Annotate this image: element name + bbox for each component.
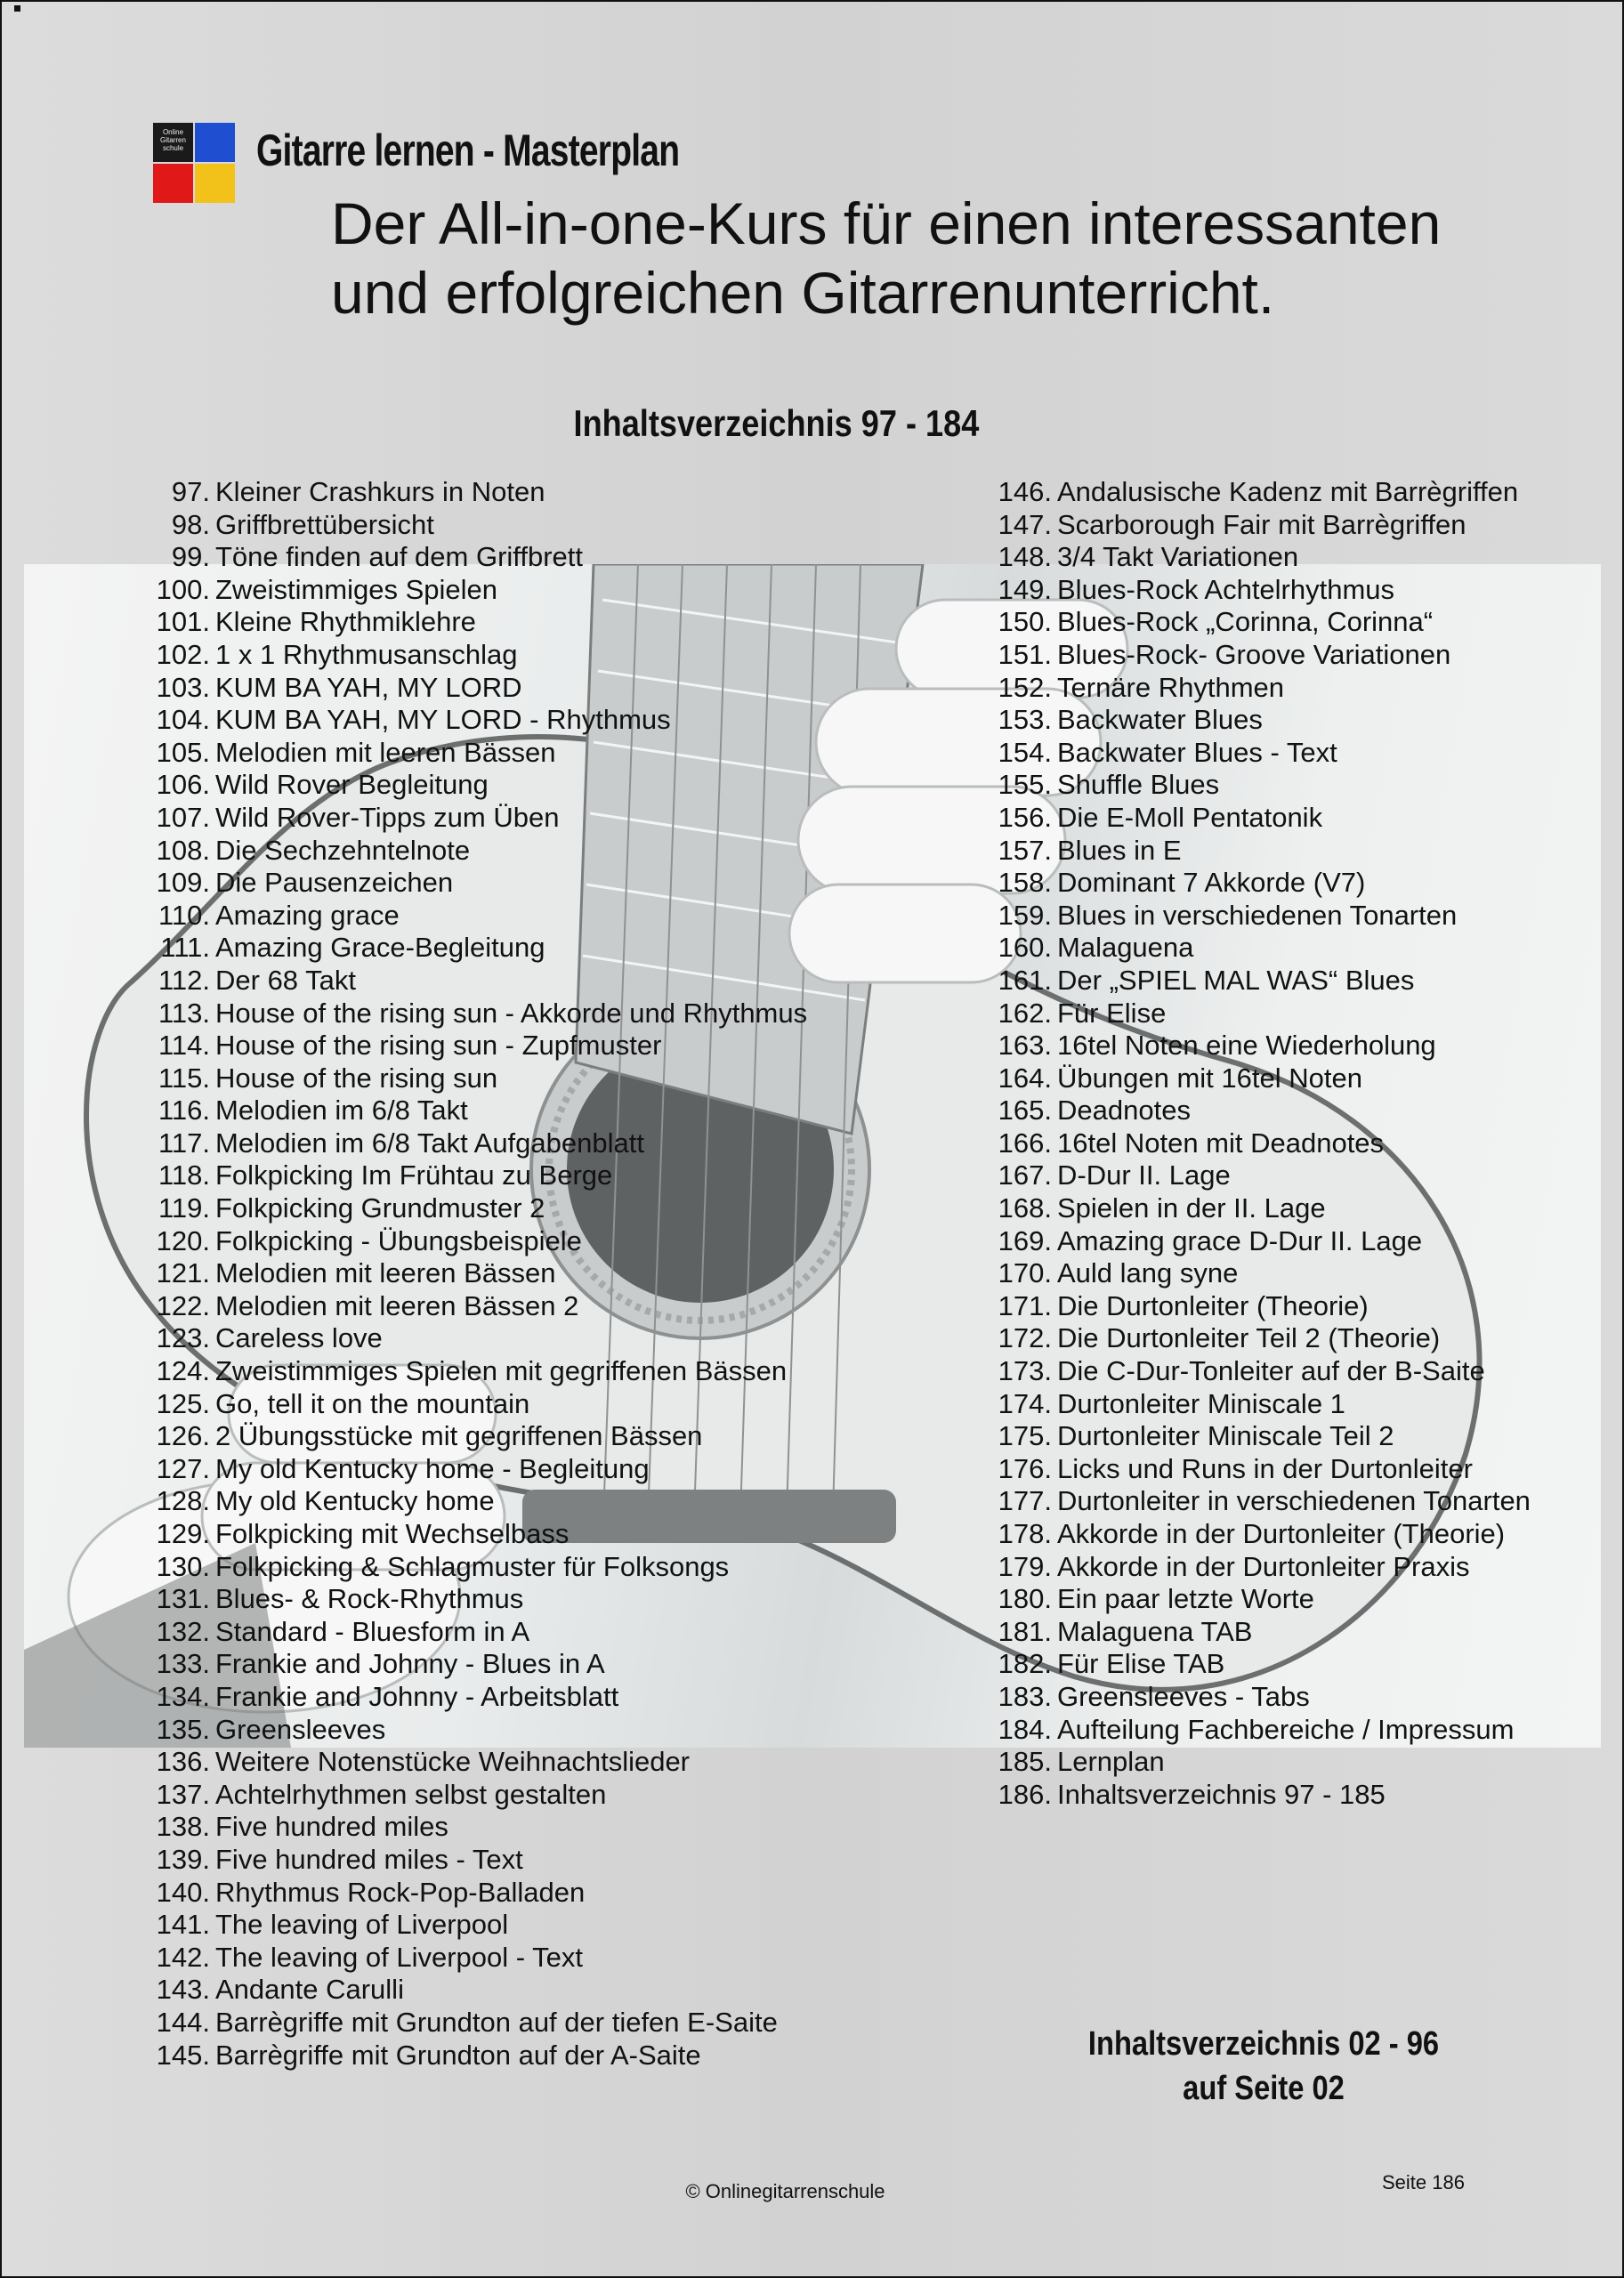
toc-item xyxy=(148,1551,807,1584)
toc-item-title: Scarborough Fair mit Barrègriffen xyxy=(1057,508,1466,540)
copyright: © Onlinegitarrenschule xyxy=(685,2180,885,2202)
toc-item xyxy=(988,1714,1531,1747)
toc-item-title: Backwater Blues xyxy=(1057,704,1263,736)
toc-reference-line-2: auf Seite 02 xyxy=(1183,2070,1345,2107)
toc-item-number: 98. xyxy=(171,508,210,540)
toc-item xyxy=(148,1257,807,1290)
toc-reference xyxy=(1026,2022,1500,2111)
toc-item-title: Five hundred miles - Text xyxy=(215,1843,523,1875)
toc-item-title: Backwater Blues - Text xyxy=(1057,736,1337,768)
toc-item-number: 182. xyxy=(998,1648,1052,1680)
brand-title: Gitarre lernen - Masterplan xyxy=(256,125,680,175)
toc-item xyxy=(988,574,1531,607)
toc-item xyxy=(148,476,807,509)
toc-item xyxy=(148,574,807,607)
toc-item-number: 180. xyxy=(998,1583,1052,1615)
toc-item-title: KUM BA YAH, MY LORD - Rhythmus xyxy=(215,704,671,736)
toc-item xyxy=(148,998,807,1030)
toc-item-title: Amazing Grace-Begleitung xyxy=(215,932,545,964)
toc-item-title: Blues in E xyxy=(1057,834,1182,866)
toc-item-title: Kleine Rhythmiklehre xyxy=(215,606,476,638)
toc-item-number: 169. xyxy=(998,1224,1052,1256)
toc-item xyxy=(988,1030,1531,1062)
toc-item xyxy=(148,1388,807,1421)
toc-item xyxy=(988,1485,1531,1518)
toc-item-number: 140. xyxy=(156,1876,210,1908)
toc-item-number: 114. xyxy=(158,1030,210,1062)
toc-item xyxy=(988,672,1531,705)
toc-item-title: Die Durtonleiter Teil 2 (Theorie) xyxy=(1057,1322,1441,1354)
toc-item xyxy=(988,802,1531,835)
toc-item-title: House of the rising sun xyxy=(215,1062,498,1094)
toc-item-number: 156. xyxy=(998,801,1052,833)
toc-item-title: Achtelrhythmen selbst gestalten xyxy=(215,1778,607,1810)
toc-item-title: Blues-Rock- Groove Variationen xyxy=(1057,638,1451,670)
headline-line-1: Der All-in-one-Kurs für einen interessanten xyxy=(331,190,1442,256)
toc-item xyxy=(148,1942,807,1975)
toc-item-title: KUM BA YAH, MY LORD xyxy=(215,671,522,703)
toc-item-title: D-Dur II. Lage xyxy=(1057,1159,1231,1192)
toc-item-title: Die Pausenzeichen xyxy=(215,867,454,899)
toc-item-number: 167. xyxy=(998,1159,1052,1192)
toc-item-title: Folkpicking mit Wechselbass xyxy=(215,1518,570,1549)
toc-item-number: 172. xyxy=(998,1322,1052,1354)
logo-red-square xyxy=(153,164,193,203)
toc-item xyxy=(148,1485,807,1518)
toc-item-number: 166. xyxy=(998,1127,1052,1159)
toc-item-number: 110. xyxy=(158,899,210,931)
toc-item xyxy=(148,802,807,835)
toc-item xyxy=(988,1681,1531,1714)
toc-reference-line-1: Inhaltsverzeichnis 02 - 96 xyxy=(1087,2025,1440,2063)
toc-item xyxy=(988,1453,1531,1486)
toc-item-title: Frankie and Johnny - Blues in A xyxy=(215,1648,605,1680)
toc-item-title: Spielen in der II. Lage xyxy=(1057,1192,1326,1224)
toc-item-number: 183. xyxy=(998,1680,1052,1712)
toc-item-number: 107. xyxy=(156,801,210,833)
toc-item-title: Malaguena TAB xyxy=(1057,1615,1253,1647)
toc-item xyxy=(988,606,1531,639)
toc-item-number: 154. xyxy=(998,736,1052,768)
toc-item-number: 133. xyxy=(156,1648,210,1680)
toc-item xyxy=(148,1779,807,1812)
toc-item-title: Wild Rover-Tipps zum Üben xyxy=(215,801,560,833)
toc-item-title: Zweistimmiges Spielen xyxy=(215,573,497,605)
toc-item xyxy=(148,835,807,868)
toc-item xyxy=(148,1127,807,1160)
toc-item-number: 157. xyxy=(998,834,1052,866)
toc-item-title: Die E-Moll Pentatonik xyxy=(1057,801,1323,833)
toc-item-title: Melodien mit leeren Bässen 2 xyxy=(215,1289,579,1321)
toc-item xyxy=(988,1095,1531,1127)
toc-item xyxy=(988,1518,1531,1551)
toc-item-number: 174. xyxy=(998,1387,1052,1419)
toc-item xyxy=(988,769,1531,802)
toc-item-title: Blues-Rock „Corinna, Corinna“ xyxy=(1057,606,1434,638)
toc-item-title: Die Durtonleiter (Theorie) xyxy=(1057,1289,1369,1321)
toc-item-title: Auld lang syne xyxy=(1057,1257,1239,1289)
toc-item-title: The leaving of Liverpool - Text xyxy=(215,1941,583,1973)
toc-item-title: Die C-Dur-Tonleiter auf der B-Saite xyxy=(1057,1355,1485,1387)
toc-item xyxy=(148,1225,807,1258)
toc-item-number: 103. xyxy=(156,671,210,703)
toc-item-title: Ein paar letzte Worte xyxy=(1057,1583,1314,1615)
toc-item xyxy=(148,1811,807,1844)
toc-item-number: 106. xyxy=(156,769,210,801)
toc-item-number: 181. xyxy=(998,1615,1052,1647)
toc-item-number: 124. xyxy=(156,1355,210,1387)
toc-item xyxy=(988,1388,1531,1421)
toc-item-number: 123. xyxy=(156,1322,210,1354)
toc-item-number: 111. xyxy=(160,932,210,964)
toc-item xyxy=(148,965,807,998)
toc-item xyxy=(148,1974,807,2007)
toc-item-number: 162. xyxy=(998,997,1052,1029)
toc-item xyxy=(148,1062,807,1095)
toc-item-number: 142. xyxy=(156,1941,210,1973)
toc-item xyxy=(988,1159,1531,1192)
toc-item-title: Lernplan xyxy=(1057,1746,1165,1778)
toc-item-title: Akkorde in der Durtonleiter Praxis xyxy=(1057,1550,1470,1582)
toc-item-title: Greensleeves - Tabs xyxy=(1057,1680,1310,1712)
toc-item-number: 127. xyxy=(156,1452,210,1484)
toc-item xyxy=(988,1355,1531,1388)
toc-item xyxy=(148,1518,807,1551)
toc-item-title: Melodien mit leeren Bässen xyxy=(215,736,556,768)
toc-item xyxy=(148,1844,807,1877)
toc-item-title: Andalusische Kadenz mit Barrègriffen xyxy=(1057,476,1519,507)
toc-item-title: Übungen mit 16tel Noten xyxy=(1057,1062,1362,1094)
toc-item-number: 170. xyxy=(998,1257,1052,1289)
toc-item-number: 126. xyxy=(156,1420,210,1452)
toc-item xyxy=(988,1648,1531,1681)
toc-item-number: 147. xyxy=(998,508,1052,540)
toc-item-number: 144. xyxy=(156,2006,210,2038)
toc-item-number: 100. xyxy=(156,573,210,605)
toc-item-title: Durtonleiter Miniscale Teil 2 xyxy=(1057,1420,1394,1452)
toc-item-title: Blues-Rock Achtelrhythmus xyxy=(1057,573,1395,605)
toc-item xyxy=(988,1257,1531,1290)
toc-item-number: 145. xyxy=(156,2039,210,2071)
toc-item-number: 173. xyxy=(998,1355,1052,1387)
toc-item-number: 146. xyxy=(998,476,1052,507)
toc-item xyxy=(988,476,1531,509)
toc-item xyxy=(148,1355,807,1388)
toc-item-title: Aufteilung Fachbereiche / Impressum xyxy=(1057,1713,1515,1745)
toc-item xyxy=(148,1909,807,1942)
toc-item xyxy=(148,2007,807,2040)
toc-item xyxy=(148,1648,807,1681)
toc-title: Inhaltsverzeichnis 97 - 184 xyxy=(573,402,980,444)
toc-item-number: 139. xyxy=(156,1843,210,1875)
toc-item-number: 99. xyxy=(171,541,210,573)
toc-item-number: 138. xyxy=(156,1811,210,1843)
toc-item-title: My old Kentucky home xyxy=(215,1485,495,1517)
toc-item-number: 118. xyxy=(158,1159,210,1192)
toc-item xyxy=(148,704,807,737)
toc-item xyxy=(988,900,1531,933)
toc-item-title: Der 68 Takt xyxy=(215,964,356,996)
toc-item-title: Amazing grace D-Dur II. Lage xyxy=(1057,1224,1423,1256)
toc-item xyxy=(988,1779,1531,1812)
toc-item-title: Wild Rover Begleitung xyxy=(215,769,489,801)
toc-item-title: Ternäre Rhythmen xyxy=(1057,671,1285,703)
toc-item xyxy=(148,1420,807,1453)
toc-item-number: 150. xyxy=(998,606,1052,638)
toc-item-title: Für Elise xyxy=(1057,997,1167,1029)
toc-item-title: Weitere Notenstücke Weihnachtslieder xyxy=(215,1746,691,1778)
toc-item-number: 149. xyxy=(998,573,1052,605)
toc-item-title: Kleiner Crashkurs in Noten xyxy=(215,476,545,507)
toc-item xyxy=(988,541,1531,574)
toc-item xyxy=(148,1616,807,1649)
toc-item xyxy=(988,835,1531,868)
toc-item-number: 176. xyxy=(998,1452,1052,1484)
toc-item-title: Griffbrettübersicht xyxy=(215,508,434,540)
toc-item-title: Five hundred miles xyxy=(215,1811,448,1843)
toc-item-number: 128. xyxy=(156,1485,210,1517)
toc-item xyxy=(148,1453,807,1486)
toc-item-number: 102. xyxy=(156,638,210,670)
headline xyxy=(331,189,1441,327)
toc-item xyxy=(148,1095,807,1127)
toc-item-title: Töne finden auf dem Griffbrett xyxy=(215,541,583,573)
school-logo xyxy=(153,123,237,205)
toc-item-number: 130. xyxy=(156,1550,210,1582)
toc-item-number: 148. xyxy=(998,541,1052,573)
toc-item xyxy=(988,509,1531,542)
toc-item-number: 122. xyxy=(156,1289,210,1321)
toc-item-number: 135. xyxy=(156,1713,210,1745)
toc-item-number: 134. xyxy=(156,1680,210,1712)
toc-item-title: Durtonleiter Miniscale 1 xyxy=(1057,1387,1345,1419)
toc-item-number: 117. xyxy=(158,1127,210,1159)
toc-item-title: Shuffle Blues xyxy=(1057,769,1220,801)
toc-item-title: House of the rising sun - Akkorde und Rhythmus xyxy=(215,997,808,1029)
toc-item-number: 119. xyxy=(158,1192,210,1224)
toc-item-title: Der „SPIEL MAL WAS“ Blues xyxy=(1057,964,1415,996)
toc-item-title: Dominant 7 Akkorde (V7) xyxy=(1057,867,1366,899)
toc-item-title: Folkpicking Im Frühtau zu Berge xyxy=(215,1159,613,1192)
toc-item-number: 158. xyxy=(998,867,1052,899)
toc-item-number: 129. xyxy=(156,1518,210,1549)
toc-item-title: House of the rising sun - Zupfmuster xyxy=(215,1030,662,1062)
toc-item-title: Zweistimmiges Spielen mit gegriffenen Bässen xyxy=(215,1355,788,1387)
toc-item xyxy=(148,1746,807,1779)
toc-item xyxy=(988,1062,1531,1095)
toc-item xyxy=(988,1746,1531,1779)
toc-item xyxy=(148,900,807,933)
toc-item xyxy=(148,932,807,965)
logo-text: Online Gitarren schule xyxy=(153,123,193,162)
toc-item-number: 141. xyxy=(156,1909,210,1941)
toc-item-number: 101. xyxy=(156,606,210,638)
toc-item-title: Malaguena xyxy=(1057,932,1194,964)
toc-item-number: 113. xyxy=(158,997,210,1029)
toc-item xyxy=(988,1225,1531,1258)
toc-item-title: Die Sechzehntelnote xyxy=(215,834,471,866)
headline-line-2: und erfolgreichen Gitarrenunterricht. xyxy=(331,260,1275,326)
toc-item-title: Amazing grace xyxy=(215,899,400,931)
toc-item xyxy=(148,1322,807,1355)
toc-item xyxy=(148,1714,807,1747)
toc-item-title: 3/4 Takt Variationen xyxy=(1057,541,1299,573)
toc-item xyxy=(988,1192,1531,1225)
toc-item-number: 186. xyxy=(998,1778,1052,1810)
toc-item-number: 104. xyxy=(156,704,210,736)
toc-item-number: 159. xyxy=(998,899,1052,931)
toc-item-title: My old Kentucky home - Begleitung xyxy=(215,1452,650,1484)
toc-item-number: 178. xyxy=(998,1518,1052,1549)
toc-item-number: 125. xyxy=(156,1387,210,1419)
logo-blue-square xyxy=(195,123,235,162)
toc-item-number: 131. xyxy=(156,1583,210,1615)
toc-item-number: 132. xyxy=(156,1615,210,1647)
toc-item-number: 164. xyxy=(998,1062,1052,1094)
toc-item-number: 136. xyxy=(156,1746,210,1778)
toc-item-title: Licks und Runs in der Durtonleiter xyxy=(1057,1452,1473,1484)
toc-item xyxy=(988,1551,1531,1584)
toc-item xyxy=(148,1192,807,1225)
toc-item-number: 163. xyxy=(998,1030,1052,1062)
toc-item-title: Folkpicking - Übungsbeispiele xyxy=(215,1224,582,1256)
toc-item-title: 2 Übungsstücke mit gegriffenen Bässen xyxy=(215,1420,703,1452)
toc-item-title: Melodien im 6/8 Takt xyxy=(215,1095,468,1127)
toc-item xyxy=(988,1322,1531,1355)
toc-right-column xyxy=(988,476,1531,1811)
toc-item-number: 177. xyxy=(998,1485,1052,1517)
toc-item xyxy=(148,1030,807,1062)
toc-item-title: Für Elise TAB xyxy=(1057,1648,1225,1680)
toc-item-title: Inhaltsverzeichnis 97 - 185 xyxy=(1057,1778,1386,1810)
toc-item xyxy=(148,672,807,705)
toc-item xyxy=(988,932,1531,965)
toc-item-title: Deadnotes xyxy=(1057,1095,1191,1127)
toc-item-number: 161. xyxy=(998,964,1052,996)
toc-item-title: 16tel Noten mit Deadnotes xyxy=(1057,1127,1385,1159)
toc-item-number: 97. xyxy=(171,476,210,507)
toc-item-number: 152. xyxy=(998,671,1052,703)
toc-item-title: Blues- & Rock-Rhythmus xyxy=(215,1583,524,1615)
toc-item-title: Akkorde in der Durtonleiter (Theorie) xyxy=(1057,1518,1506,1549)
toc-item-title: Melodien mit leeren Bässen xyxy=(215,1257,556,1289)
logo-yellow-square xyxy=(195,164,235,203)
toc-item xyxy=(988,998,1531,1030)
toc-item-title: Folkpicking Grundmuster 2 xyxy=(215,1192,545,1224)
toc-item-title: 16tel Noten eine Wiederholung xyxy=(1057,1030,1436,1062)
toc-item xyxy=(988,704,1531,737)
toc-item-number: 108. xyxy=(156,834,210,866)
toc-item-number: 120. xyxy=(156,1224,210,1256)
toc-item-number: 160. xyxy=(998,932,1052,964)
toc-item-number: 112. xyxy=(158,964,210,996)
toc-item-number: 155. xyxy=(998,769,1052,801)
toc-item-number: 168. xyxy=(998,1192,1052,1224)
page-number: Seite 186 xyxy=(1382,2171,1465,2193)
toc-item xyxy=(148,867,807,900)
toc-item-number: 143. xyxy=(156,1974,210,2006)
toc-item xyxy=(988,1127,1531,1160)
toc-item-title: The leaving of Liverpool xyxy=(215,1909,509,1941)
toc-item xyxy=(988,1616,1531,1649)
toc-item-title: Folkpicking & Schlagmuster für Folksongs xyxy=(215,1550,730,1582)
toc-item xyxy=(988,737,1531,770)
toc-item xyxy=(988,867,1531,900)
toc-item-title: Frankie and Johnny - Arbeitsblatt xyxy=(215,1680,619,1712)
toc-item xyxy=(148,2040,807,2072)
toc-item xyxy=(148,769,807,802)
toc-item-number: 184. xyxy=(998,1713,1052,1745)
toc-item xyxy=(988,1290,1531,1323)
toc-item xyxy=(988,1583,1531,1616)
toc-item xyxy=(148,1583,807,1616)
toc-item-title: Melodien im 6/8 Takt Aufgabenblatt xyxy=(215,1127,644,1159)
toc-item xyxy=(148,541,807,574)
toc-item-number: 165. xyxy=(998,1095,1052,1127)
toc-item-title: Andante Carulli xyxy=(215,1974,404,2006)
toc-item-number: 115. xyxy=(158,1062,210,1094)
toc-item xyxy=(148,1681,807,1714)
toc-item-title: Blues in verschiedenen Tonarten xyxy=(1057,899,1458,931)
toc-item-number: 171. xyxy=(998,1289,1052,1321)
toc-item xyxy=(148,1877,807,1910)
toc-item-title: Greensleeves xyxy=(215,1713,386,1745)
toc-item xyxy=(148,737,807,770)
toc-item-number: 105. xyxy=(156,736,210,768)
corner-mark xyxy=(14,5,20,12)
toc-item-number: 109. xyxy=(156,867,210,899)
toc-item-title: Rhythmus Rock-Pop-Balladen xyxy=(215,1876,586,1908)
toc-item-title: Careless love xyxy=(215,1322,383,1354)
toc-item xyxy=(988,965,1531,998)
toc-item xyxy=(148,509,807,542)
toc-item xyxy=(148,639,807,672)
toc-item-number: 121. xyxy=(156,1257,210,1289)
toc-item-number: 179. xyxy=(998,1550,1052,1582)
toc-item xyxy=(988,1420,1531,1453)
toc-item-number: 151. xyxy=(998,638,1052,670)
toc-item xyxy=(148,1290,807,1323)
toc-item-number: 175. xyxy=(998,1420,1052,1452)
toc-item xyxy=(988,639,1531,672)
toc-item xyxy=(148,606,807,639)
toc-item-number: 137. xyxy=(156,1778,210,1810)
toc-item-number: 153. xyxy=(998,704,1052,736)
toc-item-title: Durtonleiter in verschiedenen Tonarten xyxy=(1057,1485,1531,1517)
toc-item-title: Go, tell it on the mountain xyxy=(215,1387,530,1419)
toc-item-title: Barrègriffe mit Grundton auf der A-Saite xyxy=(215,2039,701,2071)
toc-left-column xyxy=(148,476,807,2072)
toc-item-number: 185. xyxy=(998,1746,1052,1778)
toc-item-title: Barrègriffe mit Grundton auf der tiefen E-Saite xyxy=(215,2006,778,2038)
toc-item-title: 1 x 1 Rhythmusanschlag xyxy=(215,638,518,670)
toc-item xyxy=(148,1159,807,1192)
toc-item-title: Standard - Bluesform in A xyxy=(215,1615,530,1647)
toc-item-number: 116. xyxy=(158,1095,210,1127)
